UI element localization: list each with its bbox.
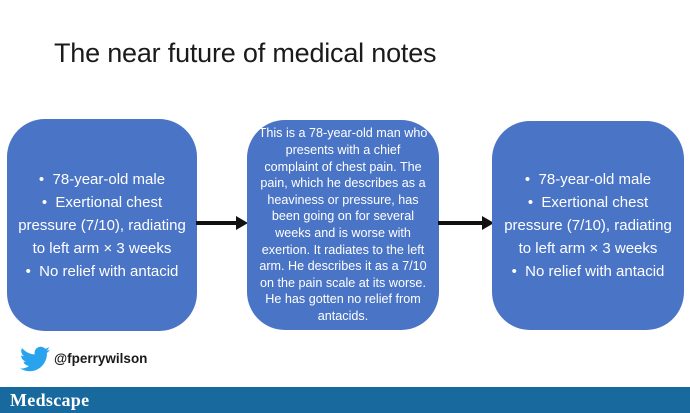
brand-bar	[0, 387, 690, 413]
bullet-item: • No relief with antacid	[511, 263, 665, 280]
structured-note-box-right	[492, 121, 684, 330]
bullet-item: • 78-year-old male	[38, 170, 166, 188]
structured-note-bullets-right	[492, 168, 684, 283]
bullet-item: • Exertional chest pressure (7/10), radiating to left arm × 3 weeks	[18, 193, 186, 257]
structured-note-box-left	[7, 119, 197, 331]
bullet-item: • Exertional chest pressure (7/10), radiating to left arm × 3 weeks	[504, 194, 672, 257]
twitter-bird-icon	[20, 344, 50, 374]
bullet-item: • 78-year-old male	[524, 171, 652, 188]
right-arrow-icon	[438, 214, 494, 232]
bullet-item: • No relief with antacid	[25, 262, 179, 280]
slide-title: The near future of medical notes	[54, 38, 437, 68]
twitter-handle: @fperrywilson	[54, 351, 148, 366]
structured-note-bullets-left	[7, 168, 197, 283]
right-arrow-icon	[196, 214, 248, 232]
medscape-logo: Medscape	[10, 390, 90, 410]
narrative-note-text: This is a 78-year-old man who presents with a chief complaint of chest pain. The pain, which he describes as a heaviness or pressure, has been going on for several weeks and is worse with exertion. It radiates to the left arm. He describes it as a 7/10 on the pain scale at its worse. He has gotten no relief from antacids.	[258, 126, 428, 323]
narrative-note-box	[247, 120, 439, 330]
